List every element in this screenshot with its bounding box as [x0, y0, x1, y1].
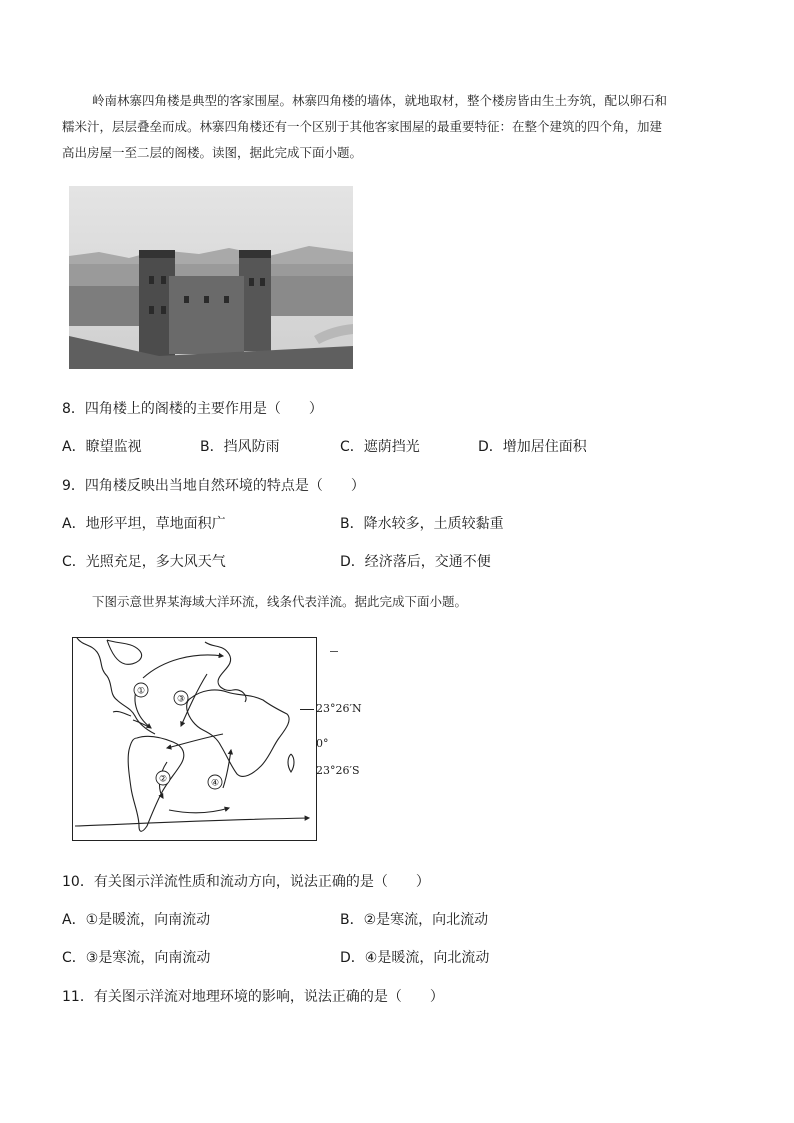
- question-8-option-d[interactable]: D．增加居住面积: [478, 439, 587, 455]
- current-4: [223, 750, 231, 788]
- question-10-option-c[interactable]: C．③是寒流，向南流动: [62, 950, 211, 966]
- question-10-option-d[interactable]: D．④是暖流，向北流动: [340, 950, 490, 966]
- question-8-option-b[interactable]: B．挡风防雨: [200, 439, 280, 455]
- question-8-option-c[interactable]: C．遮荫挡光: [340, 439, 420, 455]
- question-9-option-c[interactable]: C．光照充足，多大风天气: [62, 554, 226, 570]
- map-label-3: ③: [176, 694, 186, 705]
- equator-label: 0°: [316, 737, 329, 750]
- current-north-atlantic: [143, 655, 223, 678]
- south-america-coast: [128, 736, 184, 831]
- europe-coast: [205, 642, 246, 702]
- passage-1-line-2: 糯米汁，层层叠垒而成。林寨四角楼还有一个区别于其他客家围屋的最重要特征：在整个建筑的四个角，加建: [62, 119, 663, 134]
- greenland-coast: [107, 640, 142, 664]
- latitude-south-label: 23°26′S: [316, 764, 360, 777]
- map-label-1: ①: [136, 686, 146, 697]
- passage-1: [62, 88, 742, 166]
- question-11-stem: 11．有关图示洋流对地理环境的影响，说法正确的是（ ）: [62, 989, 444, 1005]
- africa-coast: [187, 690, 289, 776]
- current-west-wind-drift: [75, 818, 309, 826]
- question-9-option-a[interactable]: A．地形平坦，草地面积广: [62, 516, 226, 532]
- passage-1-line-3: 高出房屋一至二层的阁楼。读图，据此完成下面小题。: [62, 145, 363, 160]
- question-10-stem: 10．有关图示洋流性质和流动方向，说法正确的是（ ）: [62, 874, 430, 890]
- question-8-stem: 8．四角楼上的阁楼的主要作用是（ ）: [62, 401, 323, 417]
- map-label-4: ④: [210, 778, 220, 789]
- latitude-north-tick: [300, 709, 314, 710]
- current-south-atlantic: [169, 808, 229, 813]
- current-equatorial: [167, 734, 223, 748]
- passage-1-line-1: 岭南林寨四角楼是典型的客家围屋。林寨四角楼的墙体，就地取材，整个楼房皆由生土夯筑，配以卵石和: [92, 93, 668, 108]
- latitude-north-label: 23°26′N: [316, 702, 362, 715]
- question-10-option-b[interactable]: B．②是寒流，向北流动: [340, 912, 489, 928]
- question-8-option-a[interactable]: A．瞭望监视: [62, 439, 142, 455]
- question-9-option-b[interactable]: B．降水较多，土质较黏重: [340, 516, 504, 532]
- map-dash-top-right: [330, 651, 338, 652]
- map-label-2: ②: [158, 774, 168, 785]
- question-9-stem: 9．四角楼反映出当地自然环境的特点是（ ）: [62, 478, 365, 494]
- madagascar: [288, 754, 294, 772]
- siujiaolou-photo: [69, 186, 353, 369]
- passage-2: 下图示意世界某海域大洋环流，线条代表洋流。据此完成下面小题。: [92, 594, 468, 609]
- ocean-current-map: [72, 637, 317, 841]
- question-9-option-d[interactable]: D．经济落后，交通不便: [340, 554, 491, 570]
- question-10-option-a[interactable]: A．①是暖流，向南流动: [62, 912, 211, 928]
